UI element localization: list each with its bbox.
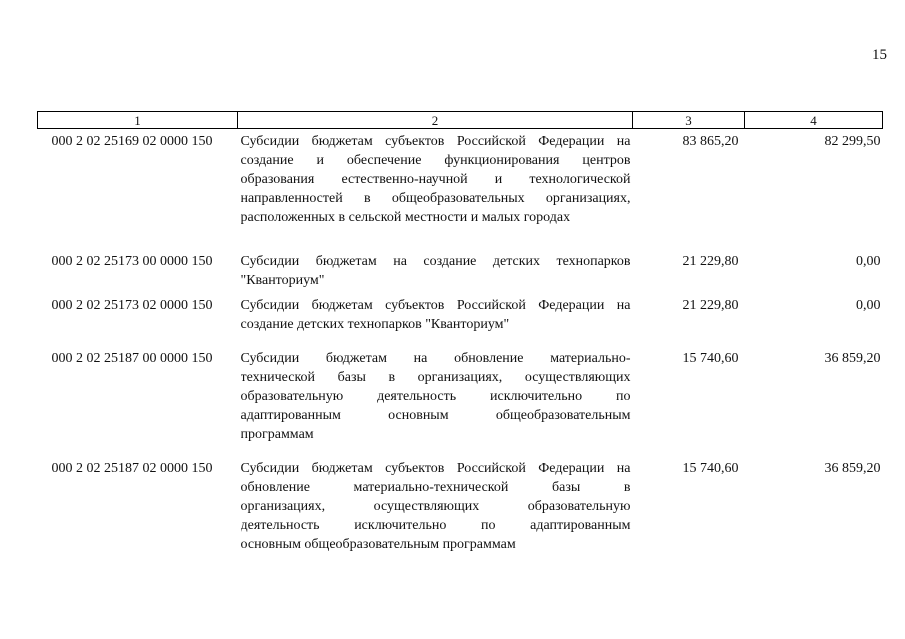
row-value-col4: 36 859,20 [824, 461, 881, 476]
row-value-col3: 15 740,60 [682, 461, 739, 476]
row-value-col3: 21 229,80 [682, 254, 739, 269]
row-name-line: технической базы в организациях, осуществляющих [240, 370, 631, 385]
row-name-line: адаптированным основным общеобразовательным [240, 408, 631, 423]
row-name-line: Субсидии бюджетам субъектов Российской Федерации на [240, 134, 631, 149]
row-code: 000 2 02 25187 02 0000 150 [51, 461, 213, 476]
row-code: 000 2 02 25173 02 0000 150 [51, 298, 213, 313]
page-number: 15 [872, 47, 887, 63]
row-value-col4: 82 299,50 [824, 134, 881, 149]
column-header-3: 3 [633, 112, 745, 129]
row-name-line: основным общеобразовательным программам [240, 537, 516, 552]
row-name-line: направленностей в общеобразовательных организациях, [240, 191, 631, 206]
table-row [38, 129, 883, 253]
row-name-line: образовательную деятельность исключительно по [240, 389, 631, 404]
row-value-col4: 0,00 [856, 298, 881, 313]
table-row [38, 296, 883, 349]
row-name-line: расположенных в сельской местности и малых городах [240, 210, 571, 225]
row-code: 000 2 02 25169 02 0000 150 [51, 134, 213, 149]
row-value-col3: 83 865,20 [682, 134, 739, 149]
row-name-line: образования естественно-научной и технологической [240, 172, 631, 187]
table-row [38, 252, 883, 296]
row-name-line: деятельность исключительно по адаптированным [240, 518, 631, 533]
column-header-2: 2 [238, 112, 633, 129]
row-value-col3: 15 740,60 [682, 351, 739, 366]
row-name-line: Субсидии бюджетам субъектов Российской Федерации на [240, 461, 631, 476]
column-header-1: 1 [38, 112, 238, 129]
row-value-col3: 21 229,80 [682, 298, 739, 313]
row-code: 000 2 02 25173 00 0000 150 [51, 254, 213, 269]
revenue-table [37, 111, 883, 554]
row-name-line: программам [240, 427, 314, 442]
row-name-line: создание и обеспечение функционирования центров [240, 153, 631, 168]
table-row [38, 349, 883, 459]
row-name-line: Субсидии бюджетам субъектов Российской Федерации на [240, 298, 631, 313]
row-name-line: "Кванториум" [240, 273, 325, 288]
row-name-line: Субсидии бюджетам на создание детских технопарков [240, 254, 631, 269]
row-name-line: Субсидии бюджетам на обновление материально- [240, 351, 631, 366]
row-value-col4: 36 859,20 [824, 351, 881, 366]
row-name-line: организациях, осуществляющих образовательную [240, 499, 631, 514]
row-code: 000 2 02 25187 00 0000 150 [51, 351, 213, 366]
row-name [238, 349, 633, 459]
row-name [238, 252, 633, 296]
row-value-col4: 0,00 [856, 254, 881, 269]
row-name [238, 459, 633, 554]
row-name-line: обновление материально-технической базы в [240, 480, 631, 495]
table-row [38, 459, 883, 554]
row-name [238, 129, 633, 253]
table-header-row [38, 112, 883, 129]
row-name [238, 296, 633, 349]
row-name-line: создание детских технопарков "Кванториум" [240, 317, 510, 332]
column-header-4: 4 [745, 112, 883, 129]
